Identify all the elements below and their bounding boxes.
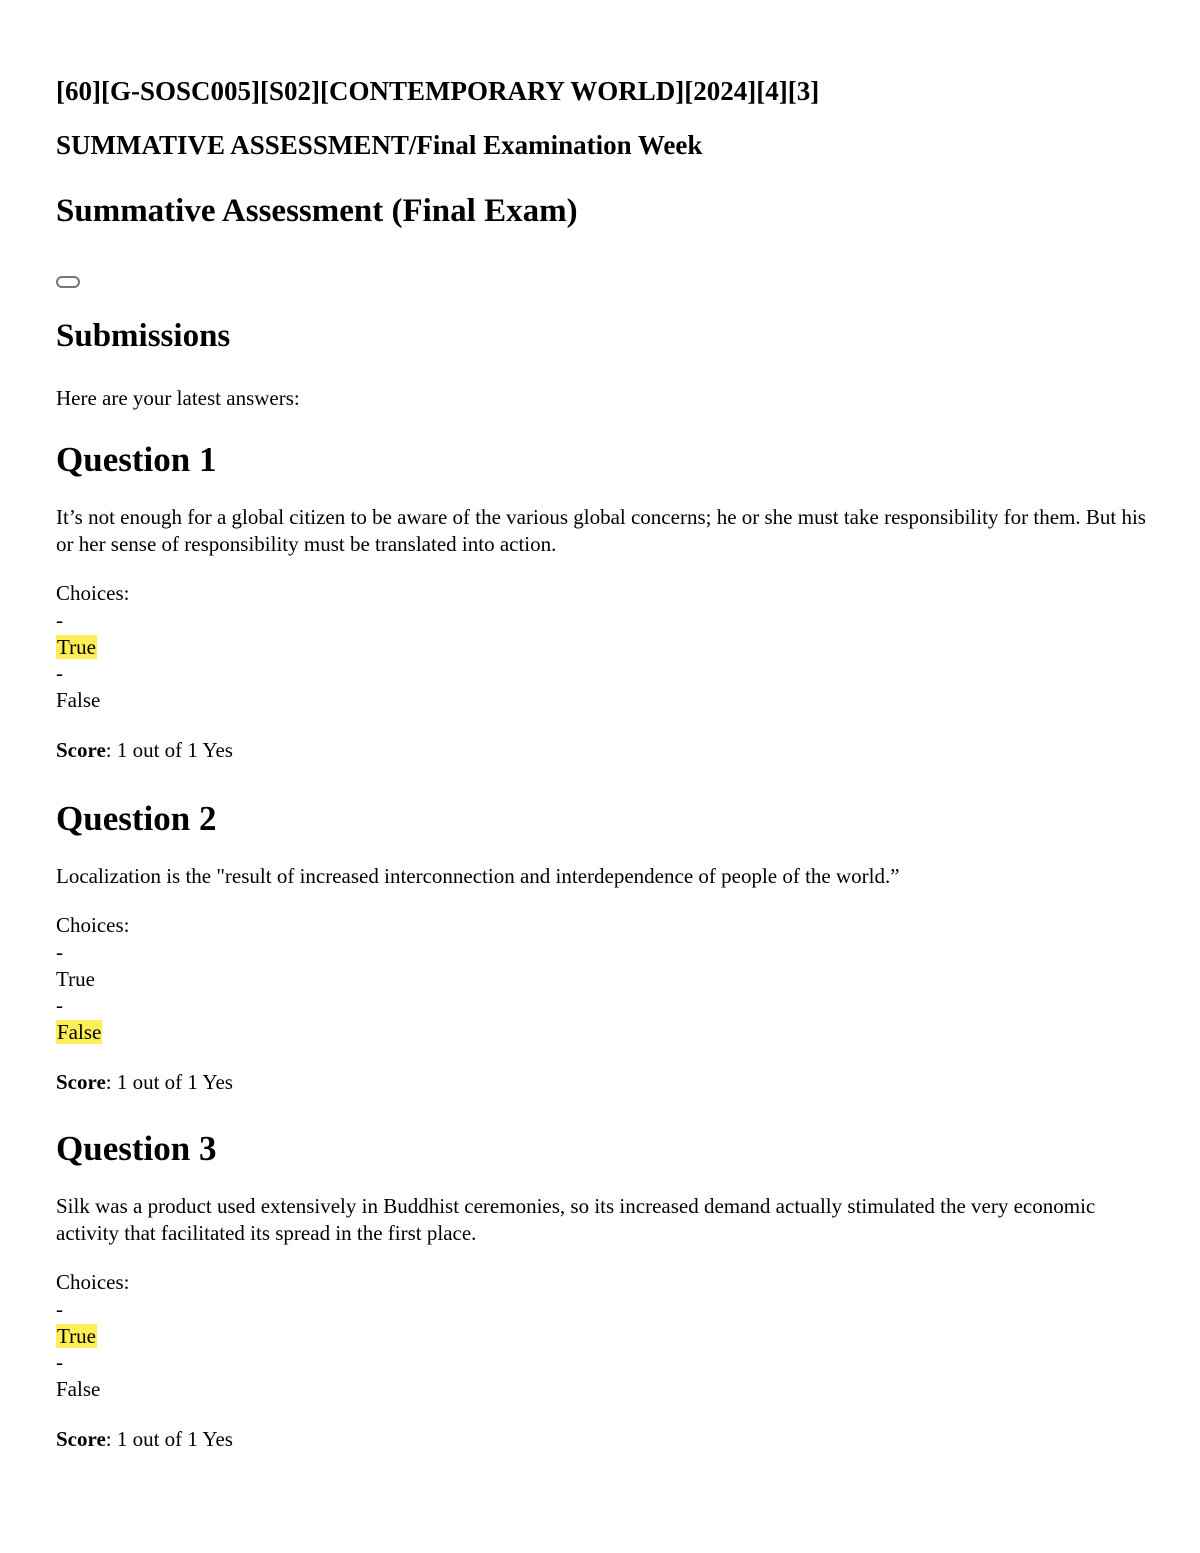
score-label: Score [56,738,106,762]
choice-bullet: - [56,608,63,632]
score-label: Score [56,1427,106,1451]
course-code: [60][G-SOSC005][S02][CONTEMPORARY WORLD][2024][4][3] [56,76,820,106]
choices-label: Choices: [56,1270,130,1294]
selected-answer-highlight: True [57,1323,96,1348]
choice-bullet: - [56,993,63,1017]
choice-bullet: - [56,940,63,964]
choice-bullet: - [56,1350,63,1374]
choice-bullet: - [56,1297,63,1321]
choice-true [56,1323,1156,1350]
question-text: Silk was a product used extensively in Buddhist ceremonies, so its increased demand actually stimulated the very economic activity that facilitated its spread in the first place. [56,1194,1096,1245]
score-label: Score [56,1070,106,1094]
choice-true [56,634,1156,661]
score-value: : 1 out of 1 Yes [105,738,233,762]
score-line [56,737,1156,764]
score-value: : 1 out of 1 Yes [105,1070,233,1094]
question-text: Localization is the "result of increased interconnection and interdependence of people of the world.” [56,864,900,888]
choice-false: False [56,687,101,712]
section-title: SUMMATIVE ASSESSMENT/Final Examination Week [56,130,703,160]
choice-false: False [56,1376,101,1401]
selected-answer-highlight: False [57,1019,102,1044]
question-heading: Question 1 [56,440,217,479]
question-text: It’s not enough for a global citizen to be aware of the various global concerns; he or she must take responsibility for them. But his or her sense of responsibility must be translated into action. [56,505,1146,556]
choice-true: True [56,966,95,991]
question-heading: Question 2 [56,799,217,838]
score-line [56,1069,1156,1096]
choices-label: Choices: [56,581,130,605]
score-value: : 1 out of 1 Yes [105,1427,233,1451]
selected-answer-highlight: True [57,634,96,659]
choice-bullet: - [56,661,63,685]
page-title: Summative Assessment (Final Exam) [56,193,578,229]
question-block-1 [56,440,1156,764]
score-line [56,1426,1156,1453]
question-block-3 [56,1129,1156,1453]
choice-false [56,1019,1156,1046]
question-block-2 [56,799,1156,1096]
submissions-intro: Here are your latest answers: [56,386,300,410]
submissions-heading: Submissions [56,318,231,354]
question-heading: Question 3 [56,1129,217,1168]
collapse-toggle-button[interactable] [56,276,80,288]
choices-label: Choices: [56,913,130,937]
